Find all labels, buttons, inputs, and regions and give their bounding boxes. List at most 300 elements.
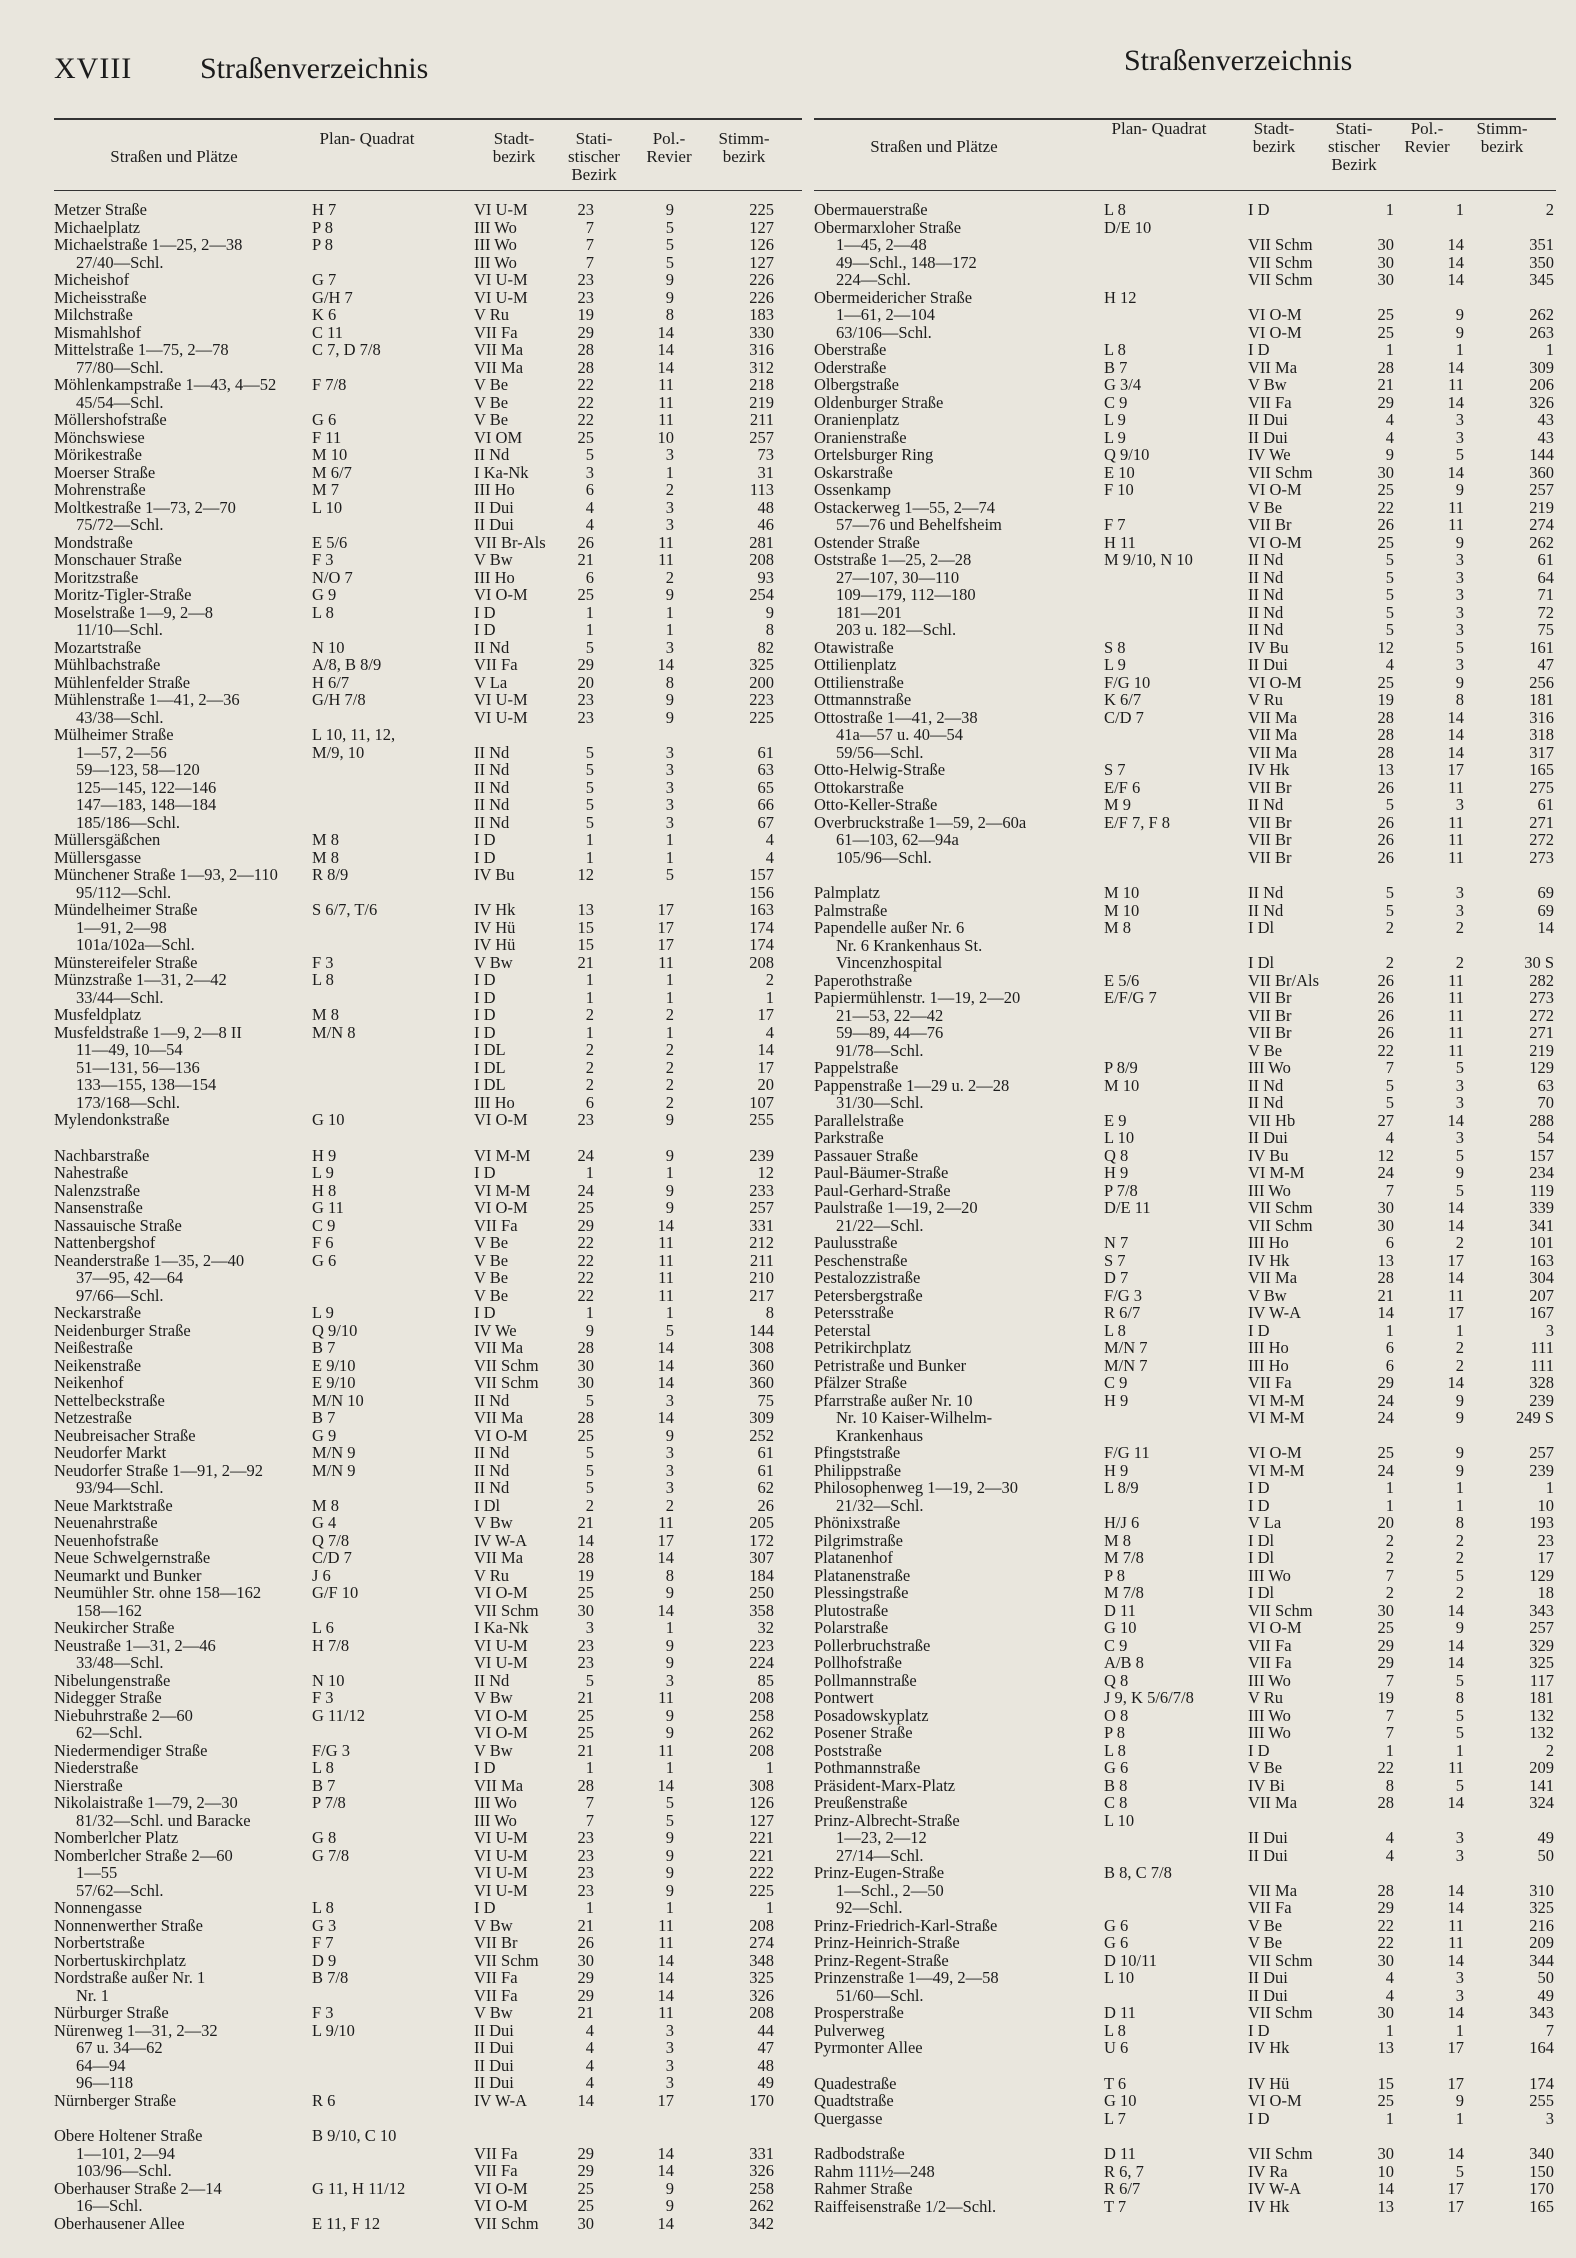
pol-revier: 14 — [657, 2143, 674, 2163]
stimm-bezirk: 10 — [1537, 1495, 1554, 1515]
pol-revier: 5 — [665, 1320, 674, 1340]
street-name: Milchstraße — [54, 305, 133, 324]
plan-quadrat: F 10 — [1104, 480, 1134, 499]
stadtbezirk: III Wo — [1248, 1670, 1291, 1690]
street-name: Metzer Straße — [54, 200, 147, 219]
stimm-bezirk: 310 — [1529, 1880, 1554, 1900]
stimm-bezirk: 26 — [757, 1495, 774, 1515]
street-name: Michaelplatz — [54, 217, 141, 237]
pol-revier: 11 — [658, 1933, 674, 1952]
stat-bezirk: 22 — [1377, 1933, 1394, 1952]
plan-quadrat: P 8 — [312, 235, 333, 254]
plan-quadrat: E/F/G 7 — [1104, 988, 1157, 1007]
stat-bezirk: 26 — [1377, 1005, 1394, 1025]
street-name: Oberstraße — [814, 340, 887, 359]
street-name: Moselstraße 1—9, 2—8 — [54, 602, 214, 622]
stimm-bezirk: 257 — [749, 427, 774, 447]
street-name: Neuenhofstraße — [54, 1530, 159, 1550]
street-row — [814, 464, 1556, 482]
street-name: Prinz-Albrecht-Straße — [814, 1810, 960, 1830]
stimm-bezirk: 67 — [757, 812, 774, 832]
stat-bezirk: 24 — [1377, 1163, 1394, 1182]
stimm-bezirk: 85 — [757, 1670, 774, 1690]
stimm-bezirk: 258 — [749, 1705, 774, 1725]
street-row — [814, 1794, 1556, 1812]
stat-bezirk: 4 — [585, 497, 594, 517]
stimm-bezirk: 325 — [1529, 1898, 1554, 1917]
street-row — [54, 691, 802, 709]
stimm-bezirk: 262 — [749, 1723, 774, 1742]
street-name: Preußenstraße — [814, 1793, 908, 1812]
street-name: Neumühler Str. ohne 158—162 — [54, 1583, 262, 1602]
street-name: 11/10—Schl. — [76, 620, 163, 639]
stadtbezirk: V Ru — [474, 305, 509, 324]
plan-quadrat: G 6 — [312, 1250, 337, 1270]
stadtbezirk: VII Schm — [1248, 462, 1313, 482]
stadtbezirk: I D — [1248, 1495, 1270, 1515]
stadtbezirk: IV Hk — [474, 900, 516, 919]
stat-bezirk: 19 — [1377, 690, 1394, 709]
pol-revier: 3 — [1455, 1128, 1464, 1147]
stat-bezirk: 7 — [1385, 1705, 1394, 1725]
stimm-bezirk: 4 — [765, 1022, 774, 1042]
stat-bezirk: 6 — [585, 1092, 594, 1112]
street-row — [814, 1217, 1556, 1235]
stadtbezirk: II Dui — [1248, 1985, 1288, 2005]
street-name: Münzstraße 1—31, 2—42 — [54, 970, 227, 989]
street-name: 27/40—Schl. — [76, 252, 164, 272]
street-row — [814, 306, 1556, 324]
stat-bezirk: 22 — [1377, 497, 1394, 517]
plan-quadrat: M 9 — [1104, 795, 1132, 814]
plan-quadrat: L 8 — [312, 970, 334, 989]
street-name: Nettelbeckstraße — [54, 1390, 165, 1410]
stimm-bezirk: 75 — [1537, 620, 1554, 639]
stadtbezirk: II Nd — [1248, 620, 1284, 639]
pol-revier: 3 — [665, 637, 674, 657]
street-row — [54, 254, 802, 272]
stat-bezirk: 7 — [585, 1810, 594, 1830]
stadtbezirk: VI O-M — [474, 1110, 528, 1129]
plan-quadrat: F 7/8 — [312, 375, 347, 394]
street-name: Paperothstraße — [814, 970, 913, 990]
street-name: 21/32—Schl. — [836, 1495, 924, 1515]
pol-revier: 17 — [657, 1530, 674, 1550]
street-row — [814, 1374, 1556, 1392]
stadtbezirk: VI M-M — [474, 1180, 531, 1200]
stimm-bezirk: 318 — [1529, 725, 1554, 744]
stimm-bezirk: 360 — [749, 1355, 774, 1375]
stimm-bezirk: 174 — [749, 935, 774, 954]
plan-quadrat: E 10 — [1104, 462, 1135, 482]
street-name: 105/96—Schl. — [836, 847, 932, 867]
stat-bezirk: 7 — [585, 217, 594, 237]
plan-quadrat: L 10, 11, 12, — [312, 725, 396, 744]
pol-revier: 1 — [1455, 1320, 1464, 1340]
stadtbezirk: VII Fa — [474, 2143, 518, 2163]
street-name: Pappenstraße 1—29 u. 2—28 — [814, 1075, 1010, 1095]
street-name: 59/56—Schl. — [836, 742, 924, 762]
stat-bezirk: 2 — [585, 1005, 594, 1024]
plan-quadrat: E 9/10 — [312, 1355, 356, 1375]
street-name: Pothmannstraße — [814, 1758, 921, 1777]
stimm-bezirk: 127 — [749, 1810, 774, 1830]
stadtbezirk: III Wo — [1248, 1180, 1291, 1200]
stadtbezirk: V Bw — [474, 1688, 513, 1707]
street-name: Peschenstraße — [814, 1250, 908, 1270]
street-name: Pfälzer Straße — [814, 1373, 907, 1392]
stimm-bezirk: 66 — [757, 795, 774, 814]
stimm-bezirk: 14 — [1537, 918, 1554, 937]
pol-revier: 3 — [665, 760, 674, 779]
stimm-bezirk: 172 — [749, 1530, 774, 1550]
pol-revier: 14 — [657, 340, 674, 359]
stat-bezirk: 29 — [577, 322, 594, 342]
plan-quadrat: M 10 — [312, 445, 348, 464]
pol-revier: 3 — [1455, 1985, 1464, 2005]
stimm-bezirk: 350 — [1529, 252, 1554, 272]
stadtbezirk: VII Schm — [474, 2213, 539, 2233]
stadtbezirk: V Bw — [474, 1915, 513, 1935]
street-row — [54, 2180, 802, 2198]
stimm-bezirk: 226 — [749, 270, 774, 289]
street-name: Müllersgasse — [54, 847, 142, 867]
stat-bezirk: 23 — [577, 1635, 594, 1655]
pol-revier: 14 — [657, 1775, 674, 1795]
street-name: Platanenstraße — [814, 1565, 911, 1585]
street-row — [54, 831, 802, 849]
stadtbezirk: II Nd — [474, 795, 510, 814]
stadtbezirk: I D — [474, 620, 496, 639]
street-row — [814, 1007, 1556, 1025]
street-row — [814, 989, 1556, 1007]
pol-revier: 14 — [1447, 1600, 1464, 1620]
stadtbezirk: VI U-M — [474, 1828, 528, 1847]
pol-revier: 3 — [1455, 1968, 1464, 1987]
stimm-bezirk: 309 — [1529, 357, 1554, 377]
street-name: Oranienplatz — [814, 410, 900, 429]
street-name: Nierstraße — [54, 1775, 123, 1795]
stat-bezirk: 7 — [1385, 1058, 1394, 1077]
street-row — [814, 1812, 1556, 1830]
street-name: 125—145, 122—146 — [76, 777, 217, 797]
street-row — [814, 1882, 1556, 1900]
plan-quadrat: K 6 — [312, 305, 337, 324]
stimm-bezirk: 54 — [1537, 1128, 1554, 1147]
street-row — [814, 919, 1556, 937]
stadtbezirk: VI O-M — [1248, 2091, 1302, 2110]
pol-revier: 1 — [1455, 1478, 1464, 1497]
street-row — [54, 2092, 802, 2110]
stimm-bezirk: 50 — [1537, 1845, 1554, 1865]
pol-revier: 11 — [658, 550, 674, 569]
pol-revier: 3 — [1455, 795, 1464, 814]
stat-bezirk: 30 — [577, 1950, 594, 1970]
plan-quadrat: T 6 — [1104, 2073, 1127, 2093]
stimm-bezirk: 48 — [757, 497, 774, 517]
stat-bezirk: 27 — [1377, 1110, 1394, 1130]
stimm-bezirk: 144 — [1529, 445, 1554, 464]
street-name: Petristraße und Bunker — [814, 1355, 967, 1375]
street-row — [814, 254, 1556, 272]
stadtbezirk: VII Schm — [1248, 270, 1313, 289]
stimm-bezirk: 304 — [1529, 1268, 1554, 1287]
street-row — [814, 499, 1556, 517]
stimm-bezirk: 167 — [1529, 1303, 1554, 1322]
street-name: 21—53, 22—42 — [836, 1005, 944, 1025]
street-row — [54, 1619, 802, 1637]
pol-revier: 1 — [1455, 2020, 1464, 2040]
pol-revier: 3 — [1455, 550, 1464, 569]
stadtbezirk: II Nd — [474, 1478, 510, 1497]
stat-bezirk: 24 — [1377, 1390, 1394, 1410]
street-name: 49—Schl., 148—172 — [836, 252, 977, 272]
pol-revier: 3 — [1455, 900, 1464, 920]
stimm-bezirk: 208 — [749, 1688, 774, 1707]
street-row — [814, 534, 1556, 552]
street-row — [814, 1094, 1556, 1112]
pol-revier: 11 — [1448, 847, 1464, 867]
street-row — [814, 1899, 1556, 1917]
plan-quadrat: G 3/4 — [1104, 375, 1142, 394]
pol-revier: 14 — [1447, 725, 1464, 744]
street-row — [54, 796, 802, 814]
stimm-bezirk: 249 S — [1515, 1408, 1554, 1427]
street-name: Neumarkt und Bunker — [54, 1565, 202, 1585]
street-row — [54, 1934, 802, 1952]
stadtbezirk: VII Br — [1248, 847, 1292, 867]
stadtbezirk: I D — [474, 830, 496, 849]
street-name: Nonnenwerther Straße — [54, 1915, 203, 1935]
stat-bezirk: 5 — [585, 795, 594, 814]
street-name: Papendelle außer Nr. 6 — [814, 918, 965, 937]
street-name: Pestalozzistraße — [814, 1268, 921, 1287]
pol-revier: 14 — [657, 1355, 674, 1375]
stadtbezirk: VII Schm — [1248, 1600, 1313, 1620]
stadtbezirk: IV We — [474, 1320, 517, 1340]
stadtbezirk: V Be — [1248, 497, 1283, 517]
street-name: Nr. 6 Krankenhaus St. — [836, 935, 983, 955]
stat-bezirk: 9 — [585, 1320, 594, 1340]
plan-quadrat: G 10 — [1104, 1618, 1137, 1637]
street-row — [814, 516, 1556, 534]
pol-revier: 3 — [1455, 602, 1464, 622]
stat-bezirk: 5 — [585, 1670, 594, 1690]
stimm-bezirk: 144 — [749, 1320, 774, 1340]
stadtbezirk: VI O-M — [474, 1705, 528, 1725]
street-name: Oberhausener Allee — [54, 2213, 185, 2233]
stadtbezirk: IV We — [1248, 445, 1291, 464]
street-list-left — [54, 201, 802, 2232]
stadtbezirk: II Dui — [474, 2038, 514, 2057]
street-row — [814, 1112, 1556, 1130]
stadtbezirk: VII Ma — [474, 340, 524, 359]
street-row — [54, 656, 802, 674]
stadtbezirk: V Bw — [474, 2003, 513, 2022]
stadtbezirk: VII Schm — [474, 1355, 539, 1375]
street-row — [54, 954, 802, 972]
stat-bezirk: 29 — [577, 1215, 594, 1235]
plan-quadrat: F 7 — [1104, 515, 1126, 534]
stimm-bezirk: 271 — [1529, 812, 1554, 832]
pol-revier: 5 — [1455, 1705, 1464, 1725]
street-name: 63/106—Schl. — [836, 322, 932, 342]
stat-bezirk: 29 — [577, 655, 594, 674]
stat-bezirk: 26 — [1377, 847, 1394, 867]
stat-bezirk: 25 — [577, 1583, 594, 1602]
stat-bezirk: 21 — [577, 550, 594, 569]
plan-quadrat: E 9/10 — [312, 1373, 356, 1392]
plan-quadrat: P 8/9 — [1104, 1058, 1138, 1077]
street-row — [814, 761, 1556, 779]
street-name: 59—89, 44—76 — [836, 1023, 944, 1042]
stat-bezirk: 1 — [585, 1898, 594, 1917]
header-stadt: Stadt- bezirk — [492, 129, 536, 166]
stimm-bezirk: 219 — [1529, 1040, 1554, 1060]
stat-bezirk: 21 — [1377, 1285, 1394, 1305]
street-name: 51/60—Schl. — [836, 1985, 924, 2005]
pol-revier: 9 — [1455, 1408, 1464, 1427]
pol-revier: 14 — [1447, 357, 1464, 377]
plan-quadrat: G/H 7 — [312, 287, 353, 307]
pol-revier: 11 — [658, 532, 674, 552]
plan-quadrat: L 10 — [312, 497, 343, 517]
stat-bezirk: 22 — [1377, 1040, 1394, 1060]
street-row — [54, 1952, 802, 1970]
stimm-bezirk: 262 — [1529, 532, 1554, 552]
street-name: Otto-Helwig-Straße — [814, 760, 946, 779]
stadtbezirk: IV W-A — [474, 1530, 528, 1550]
pol-revier: 2 — [1455, 918, 1464, 937]
plan-quadrat: M 10 — [1104, 1075, 1140, 1095]
street-name: Nansenstraße — [54, 1198, 143, 1217]
plan-quadrat: E 5/6 — [1104, 970, 1140, 990]
section-gap — [814, 2127, 1556, 2145]
stadtbezirk: VI U-M — [474, 1635, 528, 1655]
plan-quadrat: M 10 — [1104, 900, 1140, 920]
pol-revier: 1 — [665, 1618, 674, 1637]
pol-revier: 3 — [665, 2038, 674, 2057]
street-name: Plutostraße — [814, 1600, 889, 1620]
pol-revier: 11 — [658, 1513, 674, 1532]
stimm-bezirk: 72 — [1537, 602, 1554, 622]
street-row — [54, 674, 802, 692]
stimm-bezirk: 61 — [757, 742, 774, 762]
stadtbezirk: II Nd — [1248, 567, 1284, 587]
stimm-bezirk: 326 — [749, 1985, 774, 2005]
stat-bezirk: 26 — [577, 1933, 594, 1952]
street-name: Neue Marktstraße — [54, 1495, 173, 1515]
stimm-bezirk: 358 — [749, 1600, 774, 1620]
stadtbezirk: I D — [474, 847, 496, 867]
street-row — [814, 1462, 1556, 1480]
pol-revier: 3 — [1455, 620, 1464, 639]
stat-bezirk: 2 — [1385, 953, 1394, 972]
stadtbezirk: VI M-M — [1248, 1390, 1305, 1410]
street-name: Pulverweg — [814, 2020, 885, 2040]
stimm-bezirk: 208 — [749, 1740, 774, 1760]
header-pol: Pol.- Revier — [646, 129, 692, 166]
street-row — [54, 1497, 802, 1515]
stadtbezirk: I DL — [474, 1057, 506, 1077]
stat-bezirk: 23 — [577, 1110, 594, 1129]
stimm-bezirk: 9 — [765, 602, 774, 622]
street-row — [814, 744, 1556, 762]
street-row — [814, 1689, 1556, 1707]
pol-revier: 3 — [665, 2055, 674, 2075]
stat-bezirk: 4 — [585, 515, 594, 534]
plan-quadrat: H 8 — [312, 1180, 337, 1200]
stadtbezirk: VII Fa — [1248, 1653, 1292, 1672]
street-name: Obermarxloher Straße — [814, 217, 962, 237]
stadtbezirk: II Dui — [1248, 1968, 1288, 1987]
plan-quadrat: P 8 — [1104, 1565, 1125, 1585]
street-row — [814, 1059, 1556, 1077]
stat-bezirk: 30 — [577, 1373, 594, 1392]
street-row — [54, 1479, 802, 1497]
street-name: Mozartstraße — [54, 637, 142, 657]
street-row — [54, 1969, 802, 1987]
stimm-bezirk: 1 — [1545, 1478, 1554, 1497]
street-row — [54, 534, 802, 552]
pol-revier: 14 — [1447, 1198, 1464, 1217]
stat-bezirk: 12 — [1377, 1145, 1394, 1165]
stimm-bezirk: 1 — [765, 1898, 774, 1917]
plan-quadrat: G/F 10 — [312, 1583, 359, 1602]
street-row — [54, 481, 802, 499]
plan-quadrat: D 11 — [1104, 2003, 1136, 2022]
street-name: Ottilienstraße — [814, 672, 904, 692]
street-row — [54, 1549, 802, 1567]
street-row — [814, 814, 1556, 832]
plan-quadrat: Q 8 — [1104, 1145, 1129, 1165]
street-name: Musfeldplatz — [54, 1005, 142, 1024]
stadtbezirk: V Bw — [474, 1740, 513, 1760]
plan-quadrat: C/D 7 — [1104, 707, 1144, 727]
street-name: Olbergstraße — [814, 375, 899, 394]
street-row — [54, 1006, 802, 1024]
street-name: 1—23, 2—12 — [836, 1828, 927, 1847]
street-name: 67 u. 34—62 — [76, 2038, 163, 2057]
street-row — [814, 1269, 1556, 1287]
pol-revier: 14 — [1447, 252, 1464, 272]
stimm-bezirk: 161 — [1529, 637, 1554, 657]
plan-quadrat: H 12 — [1104, 287, 1137, 307]
street-name: Raiffeisenstraße 1/2—Schl. — [814, 2196, 997, 2216]
street-row — [54, 1812, 802, 1830]
street-name: Mühlenfelder Straße — [54, 672, 191, 692]
stadtbezirk: V Be — [474, 1233, 509, 1252]
street-name: Mündelheimer Straße — [54, 900, 198, 919]
stadtbezirk: VII Hb — [1248, 1110, 1296, 1130]
street-row — [814, 902, 1556, 920]
street-row — [54, 919, 802, 937]
plan-quadrat: M 7/8 — [1104, 1583, 1144, 1602]
stadtbezirk: II Nd — [1248, 1075, 1284, 1095]
stadtbezirk: I D — [474, 987, 496, 1007]
street-row — [54, 1357, 802, 1375]
pol-revier: 2 — [665, 480, 674, 499]
street-row — [814, 569, 1556, 587]
street-name: Krankenhaus — [836, 1425, 924, 1445]
stat-bezirk: 29 — [577, 1968, 594, 1987]
plan-quadrat: C 9 — [312, 1215, 336, 1235]
stat-bezirk: 23 — [577, 1863, 594, 1882]
street-name: Ossenkamp — [814, 480, 891, 499]
stat-bezirk: 4 — [1385, 1985, 1394, 2005]
street-row — [814, 1077, 1556, 1095]
street-row — [54, 1287, 802, 1305]
